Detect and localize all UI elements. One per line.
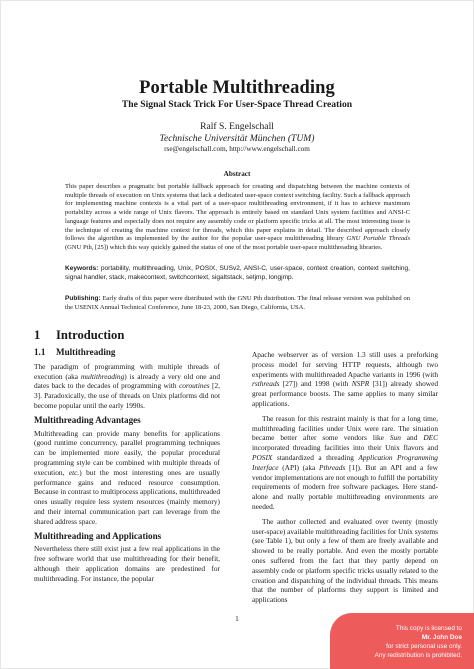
text-run-italic: Pthreads [319,462,346,472]
right-paragraph-3: The author collected and evaluated over twenty (mostly user-space) available multithreading facilities for Unix systems (see Table 1), but only a few of them are freely available and showed to be really portable. And even the mostly portable ones suffered from the fact that they partly depend on assembly code or platform specific tricks usually related to the creation and dispatching of the individual threads. This means that the number of platforms they support is limited and applications [252,516,438,605]
page-number: 1 [235,614,239,623]
text-run-italic: POSIX [252,452,273,462]
section-title: Introduction [56,328,125,342]
abstract-heading: Abstract [223,170,251,178]
abstract-body [65,183,410,253]
text-run: [27]) and 1998 (with [279,379,352,389]
publishing-label: Publishing: [65,295,101,302]
text-run-italic: rsthreads [252,379,280,389]
text-run: Apache webserver as of version 1.3 still uses a preforking process model for serving HTTP requests, although two experiments with multithreaded Apache variants in 1996 (with [252,350,438,379]
subsection-heading [34,348,220,358]
text-run: [31]) already showed great performance boosts. The same applies to many similar applications. [252,379,438,408]
text-run-italic: DEC [423,433,438,443]
keywords [65,265,410,282]
right-paragraph-1 [252,350,438,409]
text-run: The paradigm of programming with multiple threads of execution (aka [34,361,220,381]
keywords-label: Keywords: [65,265,99,272]
text-run-italic: NSPR [351,379,370,389]
text-run-italic: coroutines [178,381,210,391]
right-paragraph-2 [252,414,438,512]
paper-subtitle: The Signal Stack Trick For User-Space Thread Creation [121,99,353,110]
paragraph-heading-applications: Multithreading and Applications [34,530,162,541]
section-number: 1 [34,328,41,342]
text-run: ) is already a very old one and dates back to the decades of programming with [34,371,221,391]
license-line-1: This copy is licensed to [395,625,462,632]
text-run: [2, 3]. Paradoxically, the use of threads on Unix platforms did not become popular until the early 1990s. [34,381,220,410]
text-run-italic: Sun [389,433,401,443]
publishing-note [65,295,410,312]
section-heading [34,328,124,343]
text-run-italic: Application Programming Interface [252,452,438,472]
text-run-italic: multithreading [80,371,125,381]
text-run: (API) (aka [278,462,320,472]
subsection-title: Multithreading [56,347,116,357]
text-run: [1]). But an API and a few vendor implementations are not enough to fulfill the portability requirements of modern free software packages. Here stand-alone and really portable multithreading environments are needed. [252,462,438,511]
left-paragraph-2 [34,429,220,527]
abstract-text-tail: (GNU Pth, [25]) which this way quickly gained the status of one of the most portable user-space multithreading libraries. [65,243,383,251]
author-name: Ralf S. Engelschall [200,121,274,132]
left-paragraph-3: Nevertheless there still exist just a few real applications in the free software world that use multithreading for their benefit, although their application domains are predestined for multithreading. For instance, the popular [34,544,220,583]
paper-title: Portable Multithreading [139,78,335,98]
text-run: Multithreading can provide many benefits for applications (good runtime concurrency, parallel programming techniques can be implemented more easily, the popular procedural programming style can be combined with multiple threads of execution, [34,428,220,477]
right-column [252,350,438,605]
publishing-text: Early drafts of this paper were distributed with the GNU Pth distribution. The final release version was published on the USENIX Annual Technical Conference, June 18-23, 2000, San Diego, California, USA. [65,295,410,311]
license-banner [330,613,474,669]
abstract-text-italic: GNU Portable Threads [346,235,410,243]
text-run: The reason for this restraint mainly is that for a long time, multithreading facilities under Unix were rare. The situation became better after some vendors like [252,413,438,443]
left-column [34,348,220,584]
paragraph-heading-advantages: Multithreading Advantages [34,414,141,425]
text-run: standardized a threading [272,452,359,462]
author-contact: rse@engelschall.com, http://www.engelschall.com [164,145,310,153]
license-line-4: Any redistribution is prohibited. [374,652,462,659]
left-paragraph-1 [34,362,220,411]
license-line-3: for strict personal use only. [386,643,462,650]
text-run: and [400,433,424,443]
text-run: incorporated threading facilities into their Unix flavors and [252,443,438,453]
author-affiliation: Technische Universität München (TUM) [159,133,315,144]
text-run: ) but the most interesting ones are usually performance gains and reduced resource consumption. Because in contrast to multiprocess applications, multithreaded ones usually require less system resources (mainly memory) and their internal communication part can leverage from the shared address space. [34,467,221,526]
abstract-text: This paper describes a pragmatic but portable fallback approach for creating and dispatching between the machine contexts of multiple threads of execution on Unix systems that lack a dedicated user-space context switching facility. Such a fallback approach for implementing machine contexts is a vital part of a user-space multithreading environment, if it has to achieve maximum portability across a wide range of Unix flavors. The approach is entirely based on standard Unix system facilities and ANSI-C language features and especially does not require any assembly code or platform specific tricks at all. The most interesting issue is the technique of creating the machine context for threads, which this paper explains in detail. The described approach closely follows the algorithm as implemented by the author for the popular user-space multithreading library [65,183,410,243]
text-run-italic: etc. [68,467,80,477]
license-holder-name: Mr. John Doe [421,634,462,641]
keywords-text: portability, multithreading, Unix, POSIX, SUSv2, ANSI-C, user-space, context creation, context switching, signal handler, stack, makecontext, switchcontext, sigaltstack, setjmp, longjmp. [65,265,410,281]
subsection-number: 1.1 [34,347,46,357]
